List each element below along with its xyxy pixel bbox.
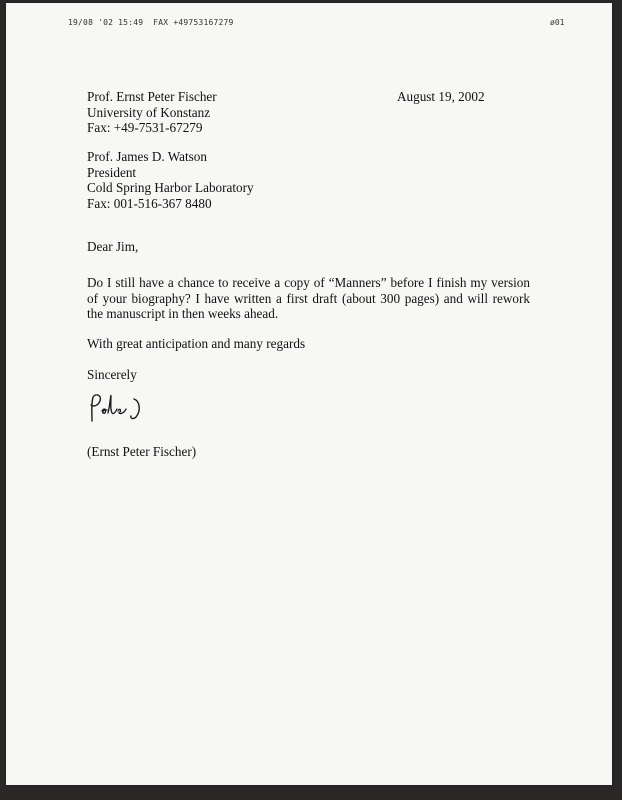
recipient-fax: Fax: 001-516-367 8480: [87, 195, 212, 211]
handwritten-signature: [86, 391, 156, 431]
recipient-title: President: [87, 164, 137, 180]
recipient-institution: Cold Spring Harbor Laboratory: [87, 180, 254, 195]
fax-transmission-header: 19/08 '02 15:49 FAX +49753167279: [68, 18, 234, 27]
sender-institution: University of Konstanz: [87, 104, 211, 120]
body-paragraph-1: Do I still have a chance to receive a copy of “Manners” before I finish my version of your biography? I have written a first draft (about 300 pages) and will rework the manuscript in then weeks ahead.: [87, 275, 530, 321]
sender-fax: Fax: +49-7531-67279: [87, 120, 203, 135]
letter-page: [6, 3, 612, 785]
recipient-block: [87, 149, 254, 211]
salutation: Dear Jim,: [87, 239, 139, 254]
sender-block: [87, 89, 217, 136]
fax-page-number: ø01: [550, 18, 565, 27]
letter-date: August 19, 2002: [397, 89, 485, 104]
signature-name: (Ernst Peter Fischer): [87, 444, 197, 459]
closing: Sincerely: [87, 367, 137, 382]
sender-name: Prof. Ernst Peter Fischer: [87, 89, 217, 104]
recipient-name: Prof. James D. Watson: [87, 149, 207, 164]
body-paragraph-2: With great anticipation and many regards: [87, 336, 306, 351]
